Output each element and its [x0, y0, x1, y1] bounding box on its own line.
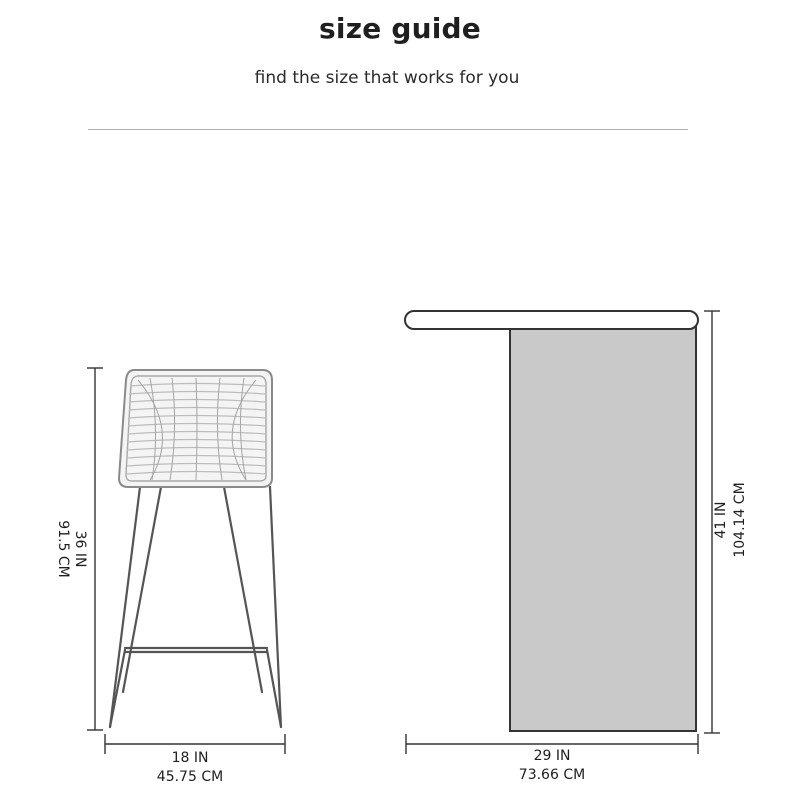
stool-height-in: 36 IN: [72, 530, 88, 568]
counter-height-cm: 104.14 CM: [732, 482, 748, 558]
page-subtitle: find the size that works for you: [254, 68, 520, 88]
counter-illustration: [405, 311, 698, 731]
stool-width-cm: 45.75 CM: [156, 769, 224, 785]
stool-width-in: 18 IN: [171, 750, 209, 766]
page-title: size guide: [319, 12, 481, 45]
counter-width-in: 29 IN: [533, 748, 571, 764]
counter-height-labels: [713, 482, 748, 557]
stool-height-cm: 91.5 CM: [55, 520, 71, 578]
counter-width-cm: 73.66 CM: [518, 767, 586, 783]
bar-stool-illustration: [110, 370, 281, 727]
stool-height-labels: [55, 520, 88, 577]
stool-height-dimension: [87, 368, 103, 730]
counter-height-in: 41 IN: [713, 501, 729, 539]
